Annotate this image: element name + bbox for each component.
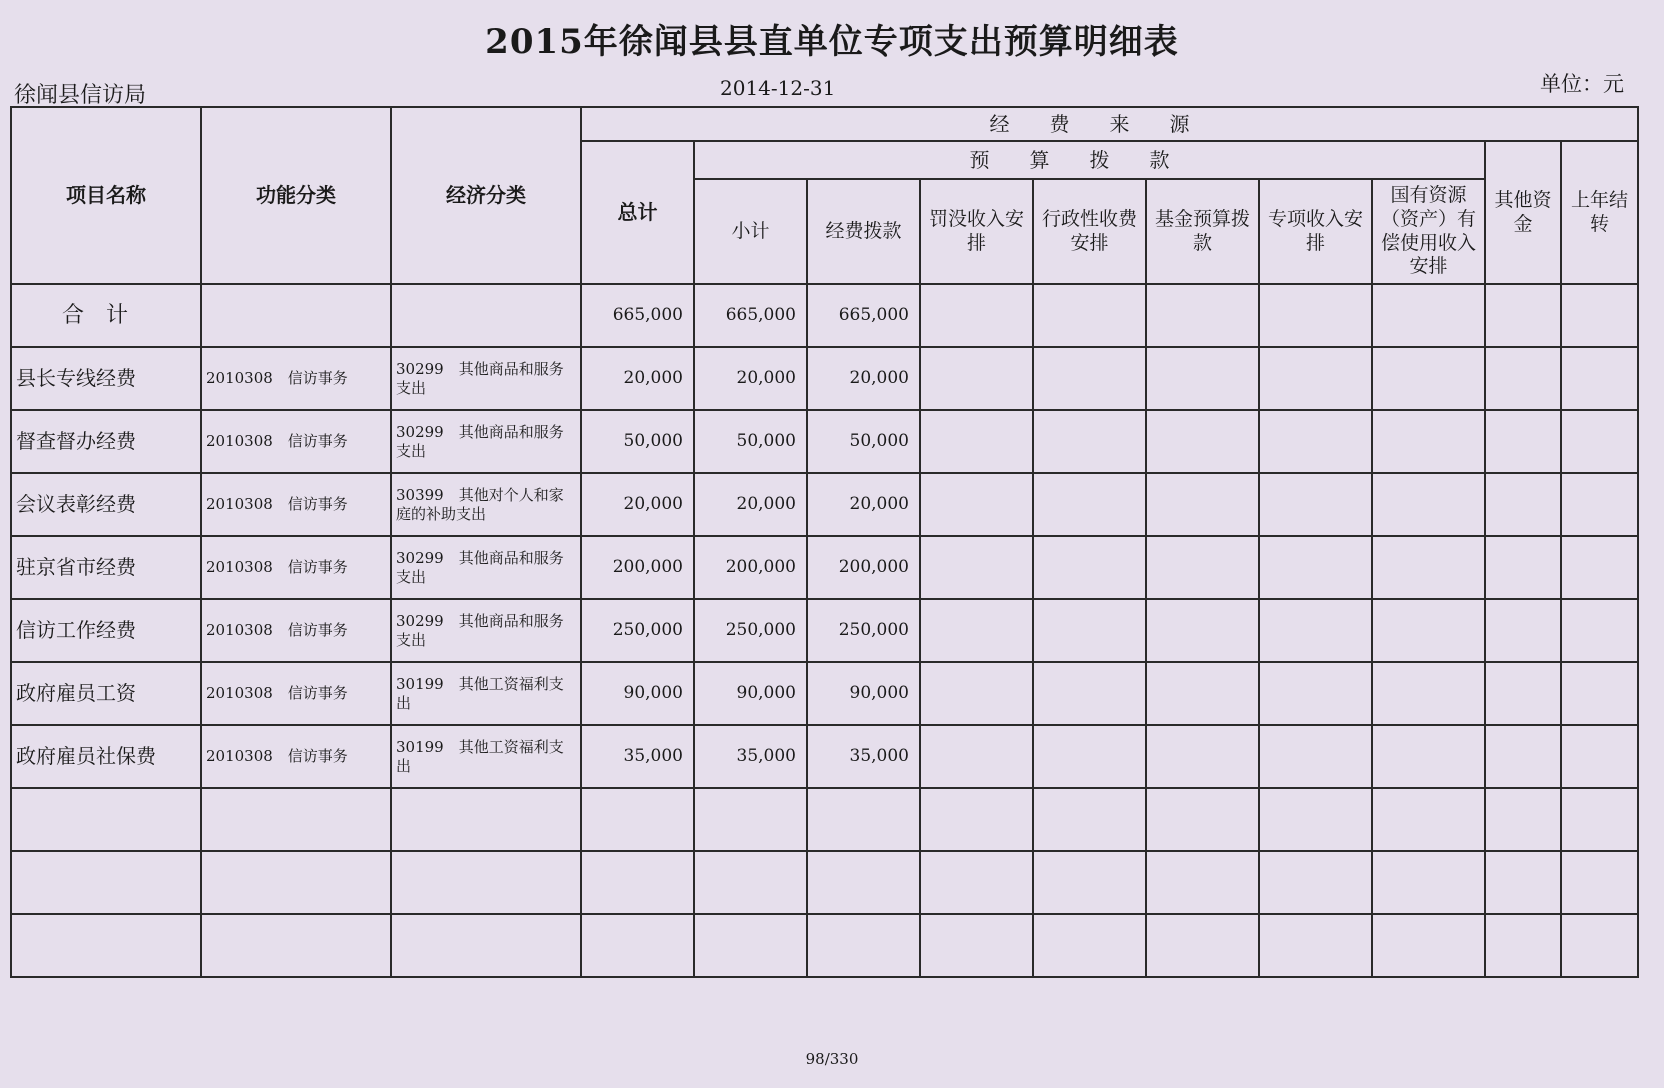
empty-cell [581,851,694,914]
row-admin-fee [1033,662,1146,725]
table-row [11,725,1638,788]
row-func: 2010308 信访事务 [201,347,391,410]
row-total: 20,000 [581,347,694,410]
row-other-funds [1485,473,1561,536]
row-fund-alloc: 50,000 [807,410,920,473]
row-other-funds [1485,662,1561,725]
row-special-income [1259,599,1372,662]
report-date: 2014-12-31 [720,76,836,100]
table-row [11,473,1638,536]
empty-row [11,851,1638,914]
empty-cell [1372,788,1485,851]
row-special-income [1259,536,1372,599]
row-fund-budget [1146,725,1259,788]
total-row-penalty [920,284,1033,347]
row-other-funds [1485,347,1561,410]
col-header-funding-source: 经费来源 [581,107,1638,141]
row-name: 政府雇员社保费 [11,725,201,788]
row-special-income [1259,725,1372,788]
row-penalty [920,536,1033,599]
page-number: 98/330 [805,1050,859,1068]
row-subtotal: 90,000 [694,662,807,725]
row-penalty [920,725,1033,788]
col-header-penalty: 罚没收入安排 [920,179,1033,284]
row-penalty [920,662,1033,725]
row-carryover [1561,725,1638,788]
empty-cell [694,788,807,851]
page-title: 2015年徐闻县县直单位专项支出预算明细表 [485,22,1179,62]
row-penalty [920,473,1033,536]
empty-cell [1033,914,1146,977]
total-row-label: 合计 [11,284,201,347]
row-name: 政府雇员工资 [11,662,201,725]
empty-cell [920,914,1033,977]
total-row-total: 665,000 [581,284,694,347]
row-carryover [1561,599,1638,662]
row-total: 50,000 [581,410,694,473]
total-row-carryover [1561,284,1638,347]
row-carryover [1561,662,1638,725]
row-econ: 30299 其他商品和服务支出 [391,536,581,599]
empty-cell [201,851,391,914]
empty-cell [1259,851,1372,914]
col-header-subtotal: 小计 [694,179,807,284]
row-admin-fee [1033,347,1146,410]
empty-cell [1561,851,1638,914]
empty-cell [1561,914,1638,977]
table-row [11,410,1638,473]
col-header-econ: 经济分类 [391,107,581,284]
row-subtotal: 20,000 [694,347,807,410]
table-row [11,347,1638,410]
row-carryover [1561,410,1638,473]
empty-cell [391,851,581,914]
row-total: 250,000 [581,599,694,662]
table-row [11,536,1638,599]
row-name: 县长专线经费 [11,347,201,410]
empty-cell [1259,788,1372,851]
row-fund-alloc: 20,000 [807,347,920,410]
row-func: 2010308 信访事务 [201,536,391,599]
empty-cell [391,914,581,977]
row-special-income [1259,347,1372,410]
row-func: 2010308 信访事务 [201,662,391,725]
empty-row [11,914,1638,977]
organization-name: 徐闻县信访局 [14,83,147,108]
row-carryover [1561,536,1638,599]
row-state-asset [1372,347,1485,410]
row-state-asset [1372,536,1485,599]
row-subtotal: 250,000 [694,599,807,662]
empty-cell [1372,914,1485,977]
row-state-asset [1372,410,1485,473]
empty-cell [1372,851,1485,914]
row-carryover [1561,347,1638,410]
col-header-carryover: 上年结转 [1561,141,1638,284]
empty-cell [920,788,1033,851]
row-total: 20,000 [581,473,694,536]
col-header-state-asset: 国有资源（资产）有偿使用收入安排 [1372,179,1485,284]
row-penalty [920,347,1033,410]
empty-cell [581,914,694,977]
unit-label: 单位：元 [1540,72,1624,96]
row-penalty [920,599,1033,662]
row-admin-fee [1033,536,1146,599]
total-row-special-income [1259,284,1372,347]
table-row [11,599,1638,662]
empty-cell [1033,788,1146,851]
empty-cell [201,914,391,977]
col-header-total: 总计 [581,141,694,284]
total-row-econ [391,284,581,347]
header-row-1 [11,107,1638,141]
row-fund-budget [1146,347,1259,410]
row-fund-budget [1146,473,1259,536]
budget-table [10,106,1639,978]
col-header-fund-alloc: 经费拨款 [807,179,920,284]
row-total: 35,000 [581,725,694,788]
row-other-funds [1485,410,1561,473]
empty-cell [1561,788,1638,851]
row-admin-fee [1033,725,1146,788]
empty-cell [391,788,581,851]
empty-cell [1485,788,1561,851]
empty-cell [1485,851,1561,914]
row-penalty [920,410,1033,473]
row-state-asset [1372,473,1485,536]
row-econ: 30299 其他商品和服务支出 [391,347,581,410]
row-state-asset [1372,662,1485,725]
row-econ: 30199 其他工资福利支出 [391,662,581,725]
row-admin-fee [1033,599,1146,662]
empty-cell [1146,914,1259,977]
row-total: 90,000 [581,662,694,725]
row-carryover [1561,473,1638,536]
total-row-subtotal: 665,000 [694,284,807,347]
row-name: 信访工作经费 [11,599,201,662]
empty-cell [694,914,807,977]
empty-cell [201,788,391,851]
row-subtotal: 50,000 [694,410,807,473]
row-admin-fee [1033,473,1146,536]
row-econ: 30299 其他商品和服务支出 [391,410,581,473]
row-fund-alloc: 250,000 [807,599,920,662]
row-fund-alloc: 200,000 [807,536,920,599]
empty-row [11,788,1638,851]
row-total: 200,000 [581,536,694,599]
row-special-income [1259,662,1372,725]
row-name: 会议表彰经费 [11,473,201,536]
empty-cell [11,851,201,914]
empty-cell [807,914,920,977]
row-func: 2010308 信访事务 [201,725,391,788]
row-fund-alloc: 35,000 [807,725,920,788]
empty-cell [1146,788,1259,851]
col-header-special-income: 专项收入安排 [1259,179,1372,284]
row-other-funds [1485,725,1561,788]
empty-cell [11,788,201,851]
empty-cell [807,851,920,914]
row-econ: 30199 其他工资福利支出 [391,725,581,788]
col-header-fund-budget: 基金预算拨款 [1146,179,1259,284]
total-row [11,284,1638,347]
row-admin-fee [1033,410,1146,473]
col-header-admin-fee: 行政性收费安排 [1033,179,1146,284]
col-header-budget-alloc: 预算拨款 [694,141,1485,179]
empty-cell [807,788,920,851]
empty-cell [694,851,807,914]
row-name: 督查督办经费 [11,410,201,473]
empty-cell [11,914,201,977]
total-row-fund-budget [1146,284,1259,347]
empty-cell [920,851,1033,914]
row-name: 驻京省市经费 [11,536,201,599]
total-row-func [201,284,391,347]
row-func: 2010308 信访事务 [201,473,391,536]
row-subtotal: 20,000 [694,473,807,536]
empty-cell [1485,914,1561,977]
total-row-state-asset [1372,284,1485,347]
row-other-funds [1485,536,1561,599]
total-row-fund-alloc: 665,000 [807,284,920,347]
row-subtotal: 35,000 [694,725,807,788]
row-subtotal: 200,000 [694,536,807,599]
row-fund-budget [1146,599,1259,662]
row-other-funds [1485,599,1561,662]
row-fund-alloc: 90,000 [807,662,920,725]
row-fund-budget [1146,410,1259,473]
total-row-admin-fee [1033,284,1146,347]
row-func: 2010308 信访事务 [201,410,391,473]
row-state-asset [1372,599,1485,662]
row-fund-budget [1146,662,1259,725]
row-econ: 30399 其他对个人和家庭的补助支出 [391,473,581,536]
table-row [11,662,1638,725]
row-func: 2010308 信访事务 [201,599,391,662]
col-header-other-funds: 其他资金 [1485,141,1561,284]
empty-cell [581,788,694,851]
row-econ: 30299 其他商品和服务支出 [391,599,581,662]
row-fund-budget [1146,536,1259,599]
empty-cell [1146,851,1259,914]
col-header-func: 功能分类 [201,107,391,284]
empty-cell [1259,914,1372,977]
col-header-name: 项目名称 [11,107,201,284]
total-row-other-funds [1485,284,1561,347]
row-special-income [1259,410,1372,473]
row-fund-alloc: 20,000 [807,473,920,536]
row-state-asset [1372,725,1485,788]
empty-cell [1033,851,1146,914]
row-special-income [1259,473,1372,536]
